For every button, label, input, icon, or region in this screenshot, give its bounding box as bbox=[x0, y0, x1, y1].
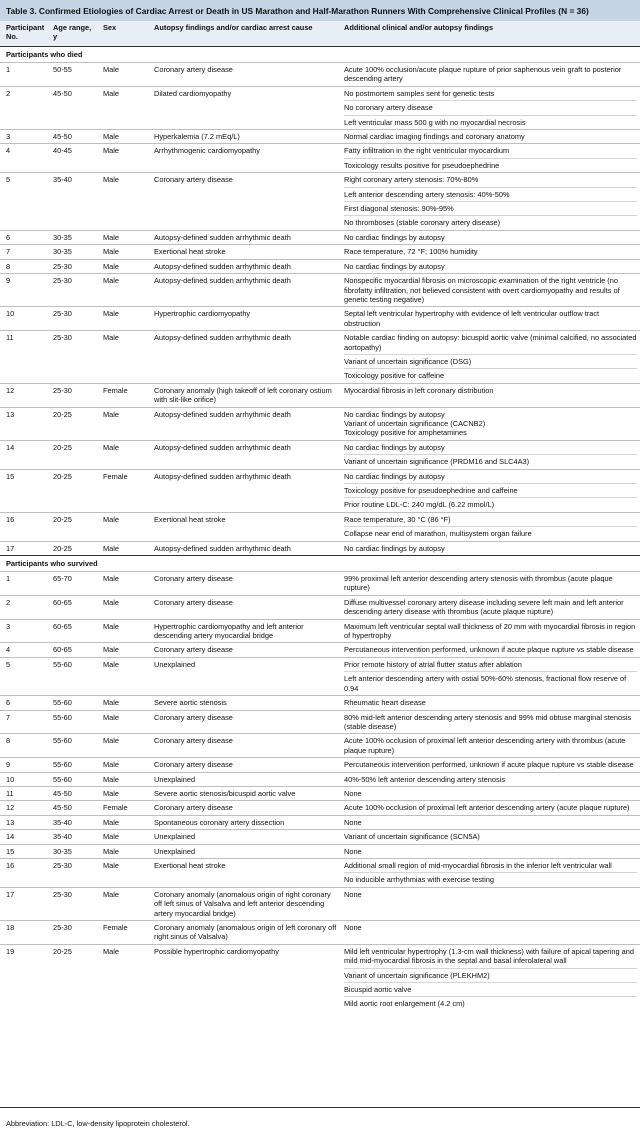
participant-no-cell: 6 bbox=[0, 230, 50, 244]
age-range-cell: 65-70 bbox=[50, 572, 100, 596]
age-range-cell: 55-60 bbox=[50, 734, 100, 758]
cause-cell: Coronary artery disease bbox=[151, 63, 341, 87]
participant-no-cell: 4 bbox=[0, 144, 50, 173]
age-range-cell: 55-60 bbox=[50, 758, 100, 772]
finding-line: Left ventricular mass 500 g with no myocardial necrosis bbox=[344, 115, 637, 129]
sex-cell: Male bbox=[100, 734, 151, 758]
participant-no-cell: 15 bbox=[0, 844, 50, 858]
sex-cell: Male bbox=[100, 696, 151, 710]
table-row bbox=[0, 144, 640, 173]
finding-line: Toxicology positive for caffeine bbox=[344, 368, 637, 382]
sex-cell: Male bbox=[100, 541, 151, 555]
sex-cell: Male bbox=[100, 710, 151, 734]
cause-cell: Autopsy-defined sudden arrhythmic death bbox=[151, 440, 341, 469]
age-range-cell: 45-50 bbox=[50, 786, 100, 800]
sex-cell: Male bbox=[100, 130, 151, 144]
finding-line: Bicuspid aortic valve bbox=[344, 982, 637, 996]
findings-cell bbox=[341, 230, 640, 244]
sex-cell: Male bbox=[100, 858, 151, 887]
age-range-cell: 45-50 bbox=[50, 801, 100, 815]
participant-no-cell: 11 bbox=[0, 786, 50, 800]
participant-no-cell: 9 bbox=[0, 274, 50, 307]
findings-cell bbox=[341, 512, 640, 541]
finding-line: Acute 100% occlusion of proximal left anterior descending artery with thrombus (acute plaque rupture) bbox=[344, 736, 626, 755]
findings-cell bbox=[341, 801, 640, 815]
finding-line: Acute 100% occlusion/acute plaque rupture of prior saphenous vein graft to posterior descending artery bbox=[344, 65, 622, 84]
age-range-cell: 20-25 bbox=[50, 440, 100, 469]
sex-cell: Male bbox=[100, 86, 151, 129]
finding-line: Rheumatic heart disease bbox=[344, 698, 426, 708]
participant-no-cell: 6 bbox=[0, 696, 50, 710]
sex-cell: Male bbox=[100, 440, 151, 469]
cause-cell: Autopsy-defined sudden arrhythmic death bbox=[151, 259, 341, 273]
cause-cell: Arrhythmogenic cardiomyopathy bbox=[151, 144, 341, 173]
finding-line: Nonspecific myocardial fibrosis on microscopic examination of the right ventricle (no fibrofatty infiltration, not believed consistent with overt cardiomyopathy and results of genetic testing negative) bbox=[344, 276, 620, 304]
participant-no-cell: 10 bbox=[0, 772, 50, 786]
participant-no-cell: 14 bbox=[0, 440, 50, 469]
cause-cell: Unexplained bbox=[151, 772, 341, 786]
findings-cell bbox=[341, 710, 640, 734]
sex-cell: Male bbox=[100, 173, 151, 231]
findings-cell bbox=[341, 944, 640, 1011]
sex-cell: Male bbox=[100, 595, 151, 619]
participant-no-cell: 12 bbox=[0, 383, 50, 407]
age-range-cell: 20-25 bbox=[50, 944, 100, 1011]
finding-line: Toxicology positive for pseudoephedrine and caffeine bbox=[344, 483, 637, 497]
participant-no-cell: 15 bbox=[0, 469, 50, 512]
table-row bbox=[0, 801, 640, 815]
table-row bbox=[0, 758, 640, 772]
group-header-row bbox=[0, 47, 640, 63]
table-row bbox=[0, 469, 640, 512]
table-row bbox=[0, 512, 640, 541]
age-range-cell: 35-40 bbox=[50, 830, 100, 844]
findings-cell bbox=[341, 921, 640, 945]
sex-cell: Male bbox=[100, 572, 151, 596]
finding-line: Prior remote history of atrial flutter status after ablation bbox=[344, 659, 522, 669]
participant-no-cell: 12 bbox=[0, 801, 50, 815]
finding-line: Left anterior descending artery stenosis: 40%-50% bbox=[344, 187, 637, 201]
participant-no-cell: 5 bbox=[0, 173, 50, 231]
participant-no-cell: 11 bbox=[0, 331, 50, 384]
table-row bbox=[0, 830, 640, 844]
participant-no-cell: 16 bbox=[0, 858, 50, 887]
sex-cell: Female bbox=[100, 921, 151, 945]
age-range-cell: 30-35 bbox=[50, 230, 100, 244]
finding-line: None bbox=[344, 923, 362, 932]
age-range-cell: 60-65 bbox=[50, 595, 100, 619]
finding-line: First diagonal stenosis: 90%-95% bbox=[344, 201, 637, 215]
group-header-row bbox=[0, 556, 640, 572]
table-row bbox=[0, 407, 640, 440]
cause-cell: Autopsy-defined sudden arrhythmic death bbox=[151, 230, 341, 244]
findings-cell bbox=[341, 887, 640, 920]
table-body bbox=[0, 47, 640, 1011]
participant-no-cell: 8 bbox=[0, 734, 50, 758]
table-footnote: Abbreviation: LDL-C, low-density lipoprotein cholesterol. bbox=[0, 1107, 640, 1128]
finding-line: Notable cardiac finding on autopsy: bicuspid aortic valve (minimal calcified, no associated aortopathy) bbox=[344, 333, 637, 352]
finding-line: Variant of uncertain significance (PLEKHM2) bbox=[344, 968, 637, 982]
cause-cell: Hypertrophic cardiomyopathy and left anterior descending artery myocardial bridge bbox=[151, 619, 341, 643]
table-row bbox=[0, 541, 640, 555]
finding-line: Variant of uncertain significance (SCN5A) bbox=[344, 832, 480, 842]
header-row bbox=[0, 21, 640, 47]
table-row bbox=[0, 572, 640, 596]
participant-no-cell: 16 bbox=[0, 512, 50, 541]
sex-cell: Male bbox=[100, 844, 151, 858]
group-label: Participants who died bbox=[0, 47, 640, 63]
findings-cell bbox=[341, 440, 640, 469]
participant-no-cell: 2 bbox=[0, 86, 50, 129]
sex-cell: Male bbox=[100, 887, 151, 920]
table-row bbox=[0, 130, 640, 144]
finding-line: No cardiac findings by autopsy bbox=[344, 543, 445, 553]
sex-cell: Male bbox=[100, 259, 151, 273]
findings-cell bbox=[341, 786, 640, 800]
findings-cell bbox=[341, 259, 640, 273]
sex-cell: Male bbox=[100, 307, 151, 331]
findings-cell bbox=[341, 772, 640, 786]
finding-line: No cardiac findings by autopsy bbox=[344, 232, 445, 242]
finding-line: 99% proximal left anterior descending artery stenosis with thrombus (acute plaque rupture) bbox=[344, 574, 613, 593]
table-row bbox=[0, 331, 640, 384]
age-range-cell: 40-45 bbox=[50, 144, 100, 173]
finding-line: Myocardial fibrosis in left coronary distribution bbox=[344, 385, 494, 395]
age-range-cell: 55-60 bbox=[50, 657, 100, 695]
sex-cell: Male bbox=[100, 245, 151, 259]
age-range-cell: 60-65 bbox=[50, 643, 100, 657]
header-participant-no: Participant No. bbox=[0, 21, 50, 47]
findings-cell bbox=[341, 86, 640, 129]
finding-line: Toxicology results positive for pseudoephedrine bbox=[344, 158, 637, 172]
finding-line: None bbox=[344, 846, 362, 856]
sex-cell: Male bbox=[100, 657, 151, 695]
finding-line: 80% mid-left anterior descending artery stenosis and 99% mid obtuse marginal stenosis (stable disease) bbox=[344, 712, 632, 731]
finding-line: No thromboses (stable coronary artery disease) bbox=[344, 215, 637, 229]
sex-cell: Male bbox=[100, 758, 151, 772]
finding-line: Race temperature, 30 °C (86 °F) bbox=[344, 514, 451, 524]
table-row bbox=[0, 643, 640, 657]
cause-cell: Unexplained bbox=[151, 657, 341, 695]
header-age-range: Age range, y bbox=[50, 21, 100, 47]
finding-line: No cardiac findings by autopsy Variant of uncertain significance (CACNB2) Toxicology positive for amphetamines bbox=[344, 409, 486, 438]
finding-line: Additional small region of mid-myocardial fibrosis in the inferior left ventricular wall bbox=[344, 860, 612, 870]
table-row bbox=[0, 944, 640, 1011]
participant-no-cell: 5 bbox=[0, 657, 50, 695]
finding-line: No cardiac findings by autopsy bbox=[344, 442, 445, 452]
finding-line: Percutaneous intervention performed, unknown if acute plaque rupture vs stable disease bbox=[344, 760, 634, 770]
finding-line: No postmortem samples sent for genetic tests bbox=[344, 88, 495, 98]
age-range-cell: 20-25 bbox=[50, 512, 100, 541]
table-row bbox=[0, 383, 640, 407]
table-row bbox=[0, 815, 640, 829]
finding-line: Mild aortic root enlargement (4.2 cm) bbox=[344, 996, 637, 1010]
finding-line: Fatty infiltration in the right ventricular myocardium bbox=[344, 146, 510, 156]
table-row bbox=[0, 307, 640, 331]
sex-cell: Male bbox=[100, 944, 151, 1011]
age-range-cell: 20-25 bbox=[50, 407, 100, 440]
header-additional-findings: Additional clinical and/or autopsy findings bbox=[341, 21, 640, 47]
findings-cell bbox=[341, 307, 640, 331]
sex-cell: Male bbox=[100, 331, 151, 384]
cause-cell: Severe aortic stenosis/bicuspid aortic valve bbox=[151, 786, 341, 800]
table-row bbox=[0, 173, 640, 231]
findings-cell bbox=[341, 657, 640, 695]
finding-line: Acute 100% occlusion of proximal left anterior descending artery (acute plaque rupture) bbox=[344, 803, 630, 813]
participant-no-cell: 19 bbox=[0, 944, 50, 1011]
participant-no-cell: 3 bbox=[0, 130, 50, 144]
cause-cell: Coronary anomaly (anomalous origin of left coronary off right sinus of Valsalva) bbox=[151, 921, 341, 945]
cause-cell: Severe aortic stenosis bbox=[151, 696, 341, 710]
participant-no-cell: 14 bbox=[0, 830, 50, 844]
age-range-cell: 35-40 bbox=[50, 815, 100, 829]
finding-line: Prior routine LDL-C: 240 mg/dL (6.22 mmol/L) bbox=[344, 497, 637, 511]
cause-cell: Coronary artery disease bbox=[151, 643, 341, 657]
participant-no-cell: 1 bbox=[0, 572, 50, 596]
finding-line: None bbox=[344, 889, 362, 899]
age-range-cell: 30-35 bbox=[50, 245, 100, 259]
cause-cell: Autopsy-defined sudden arrhythmic death bbox=[151, 331, 341, 384]
cause-cell: Exertional heat stroke bbox=[151, 245, 341, 259]
participant-no-cell: 13 bbox=[0, 407, 50, 440]
finding-line: Left anterior descending artery with ostial 50%-60% stenosis, fractional flow reserve of 0.94 bbox=[344, 671, 637, 695]
findings-cell bbox=[341, 572, 640, 596]
sex-cell: Male bbox=[100, 619, 151, 643]
finding-line: None bbox=[344, 817, 362, 827]
age-range-cell: 25-30 bbox=[50, 274, 100, 307]
findings-cell bbox=[341, 815, 640, 829]
sex-cell: Male bbox=[100, 407, 151, 440]
findings-cell bbox=[341, 144, 640, 173]
finding-line: No cardiac findings by autopsy bbox=[344, 261, 445, 271]
findings-cell bbox=[341, 643, 640, 657]
age-range-cell: 25-30 bbox=[50, 331, 100, 384]
findings-cell bbox=[341, 541, 640, 555]
age-range-cell: 60-65 bbox=[50, 619, 100, 643]
table-row bbox=[0, 230, 640, 244]
age-range-cell: 25-30 bbox=[50, 921, 100, 945]
table-row bbox=[0, 921, 640, 945]
findings-cell bbox=[341, 595, 640, 619]
findings-cell bbox=[341, 469, 640, 512]
finding-line: None bbox=[344, 788, 362, 798]
finding-line: 40%-50% left anterior descending artery stenosis bbox=[344, 774, 506, 784]
table-row bbox=[0, 63, 640, 87]
table-row bbox=[0, 696, 640, 710]
sex-cell: Male bbox=[100, 230, 151, 244]
finding-line: Percutaneous intervention performed, unknown if acute plaque rupture vs stable disease bbox=[344, 645, 634, 655]
cause-cell: Autopsy-defined sudden arrhythmic death bbox=[151, 407, 341, 440]
table-row bbox=[0, 887, 640, 920]
cause-cell: Hyperkalemia (7.2 mEq/L) bbox=[151, 130, 341, 144]
sex-cell: Male bbox=[100, 144, 151, 173]
table-row bbox=[0, 858, 640, 887]
table-row bbox=[0, 710, 640, 734]
finding-line: No inducible arrhythmias with exercise testing bbox=[344, 872, 637, 886]
cause-cell: Coronary artery disease bbox=[151, 572, 341, 596]
finding-line: Diffuse multivessel coronary artery disease including severe left main and left anterior descending artery disease with thrombus (acute plaque rupture) bbox=[344, 597, 624, 617]
header-cause: Autopsy findings and/or cardiac arrest cause bbox=[151, 21, 341, 47]
finding-line: No cardiac findings by autopsy bbox=[344, 471, 445, 481]
sex-cell: Female bbox=[100, 383, 151, 407]
table-row bbox=[0, 734, 640, 758]
age-range-cell: 35-40 bbox=[50, 173, 100, 231]
participant-no-cell: 8 bbox=[0, 259, 50, 273]
cause-cell: Dilated cardiomyopathy bbox=[151, 86, 341, 129]
finding-line: Variant of uncertain significance (PRDM16 and SLC4A3) bbox=[344, 454, 637, 468]
findings-cell bbox=[341, 274, 640, 307]
findings-cell bbox=[341, 844, 640, 858]
findings-cell bbox=[341, 858, 640, 887]
cause-cell: Exertional heat stroke bbox=[151, 512, 341, 541]
sex-cell: Female bbox=[100, 469, 151, 512]
age-range-cell: 45-50 bbox=[50, 86, 100, 129]
sex-cell: Male bbox=[100, 63, 151, 87]
finding-line: Collapse near end of marathon, multisystem organ failure bbox=[344, 526, 637, 540]
findings-cell bbox=[341, 245, 640, 259]
age-range-cell: 20-25 bbox=[50, 541, 100, 555]
table-row bbox=[0, 657, 640, 695]
cause-cell: Unexplained bbox=[151, 830, 341, 844]
finding-line: Normal cardiac imaging findings and coronary anatomy bbox=[344, 132, 525, 142]
findings-cell bbox=[341, 63, 640, 87]
participant-no-cell: 2 bbox=[0, 595, 50, 619]
table-row bbox=[0, 844, 640, 858]
age-range-cell: 45-50 bbox=[50, 130, 100, 144]
finding-line: Mild left ventricular hypertrophy (1.3-cm wall thickness) with failure of apical tapering and mild mid-myocardial fibrosis in the septal and basal inferolateral wall bbox=[344, 946, 635, 966]
cause-cell: Coronary anomaly (high takeoff of left coronary ostium with slit-like orifice) bbox=[151, 383, 341, 407]
cause-cell: Spontaneous coronary artery dissection bbox=[151, 815, 341, 829]
findings-cell bbox=[341, 830, 640, 844]
table-row bbox=[0, 786, 640, 800]
age-range-cell: 20-25 bbox=[50, 469, 100, 512]
age-range-cell: 30-35 bbox=[50, 844, 100, 858]
table-row bbox=[0, 86, 640, 129]
sex-cell: Male bbox=[100, 772, 151, 786]
cause-cell: Coronary artery disease bbox=[151, 710, 341, 734]
sex-cell: Male bbox=[100, 643, 151, 657]
cause-cell: Exertional heat stroke bbox=[151, 858, 341, 887]
participant-no-cell: 4 bbox=[0, 643, 50, 657]
findings-cell bbox=[341, 407, 640, 440]
participant-no-cell: 7 bbox=[0, 710, 50, 734]
finding-line: No coronary artery disease bbox=[344, 100, 637, 114]
findings-cell bbox=[341, 734, 640, 758]
cause-cell: Possible hypertrophic cardiomyopathy bbox=[151, 944, 341, 1011]
group-label: Participants who survived bbox=[0, 556, 640, 572]
age-range-cell: 25-30 bbox=[50, 858, 100, 887]
table-row bbox=[0, 619, 640, 643]
participant-no-cell: 9 bbox=[0, 758, 50, 772]
finding-line: Maximum left ventricular septal wall thickness of 20 mm with myocardial fibrosis in region of hypertrophy bbox=[344, 621, 636, 641]
cause-cell: Coronary artery disease bbox=[151, 595, 341, 619]
findings-cell bbox=[341, 331, 640, 384]
table-title: Table 3. Confirmed Etiologies of Cardiac Arrest or Death in US Marathon and Half-Marathon Runners With Comprehensive Clinical Profiles (N = 36) bbox=[0, 0, 640, 21]
header-sex: Sex bbox=[100, 21, 151, 47]
finding-line: Septal left ventricular hypertrophy with evidence of left ventricular outflow tract obstruction bbox=[344, 309, 600, 328]
participant-no-cell: 7 bbox=[0, 245, 50, 259]
table-row bbox=[0, 595, 640, 619]
age-range-cell: 55-60 bbox=[50, 772, 100, 786]
participant-no-cell: 13 bbox=[0, 815, 50, 829]
cause-cell: Hypertrophic cardiomyopathy bbox=[151, 307, 341, 331]
age-range-cell: 25-30 bbox=[50, 887, 100, 920]
participant-no-cell: 18 bbox=[0, 921, 50, 945]
age-range-cell: 50-55 bbox=[50, 63, 100, 87]
cause-cell: Autopsy-defined sudden arrhythmic death bbox=[151, 274, 341, 307]
age-range-cell: 25-30 bbox=[50, 307, 100, 331]
cause-cell: Autopsy-defined sudden arrhythmic death bbox=[151, 541, 341, 555]
sex-cell: Male bbox=[100, 786, 151, 800]
sex-cell: Male bbox=[100, 815, 151, 829]
participant-no-cell: 17 bbox=[0, 541, 50, 555]
finding-line: Variant of uncertain significance (DSG) bbox=[344, 354, 637, 368]
table-row bbox=[0, 772, 640, 786]
age-range-cell: 55-60 bbox=[50, 696, 100, 710]
participant-no-cell: 10 bbox=[0, 307, 50, 331]
sex-cell: Male bbox=[100, 512, 151, 541]
participant-no-cell: 17 bbox=[0, 887, 50, 920]
findings-cell bbox=[341, 619, 640, 643]
cause-cell: Unexplained bbox=[151, 844, 341, 858]
participant-no-cell: 1 bbox=[0, 63, 50, 87]
participant-no-cell: 3 bbox=[0, 619, 50, 643]
findings-cell bbox=[341, 696, 640, 710]
findings-cell bbox=[341, 173, 640, 231]
age-range-cell: 25-30 bbox=[50, 383, 100, 407]
table-row bbox=[0, 245, 640, 259]
finding-line: Race temperature, 72 °F; 100% humidity bbox=[344, 247, 478, 257]
findings-cell bbox=[341, 130, 640, 144]
age-range-cell: 55-60 bbox=[50, 710, 100, 734]
sex-cell: Male bbox=[100, 830, 151, 844]
cause-cell: Coronary artery disease bbox=[151, 173, 341, 231]
table-row bbox=[0, 259, 640, 273]
findings-cell bbox=[341, 758, 640, 772]
finding-line: Right coronary artery stenosis: 70%-80% bbox=[344, 175, 479, 185]
table-row bbox=[0, 274, 640, 307]
etiologies-table bbox=[0, 21, 640, 1011]
sex-cell: Male bbox=[100, 274, 151, 307]
cause-cell: Autopsy-defined sudden arrhythmic death bbox=[151, 469, 341, 512]
age-range-cell: 25-30 bbox=[50, 259, 100, 273]
cause-cell: Coronary artery disease bbox=[151, 758, 341, 772]
cause-cell: Coronary artery disease bbox=[151, 801, 341, 815]
sex-cell: Female bbox=[100, 801, 151, 815]
cause-cell: Coronary anomaly (anomalous origin of right coronary off left sinus of Valsalva and left anterior descending artery myocardial bridge) bbox=[151, 887, 341, 920]
findings-cell bbox=[341, 383, 640, 407]
table-row bbox=[0, 440, 640, 469]
cause-cell: Coronary artery disease bbox=[151, 734, 341, 758]
